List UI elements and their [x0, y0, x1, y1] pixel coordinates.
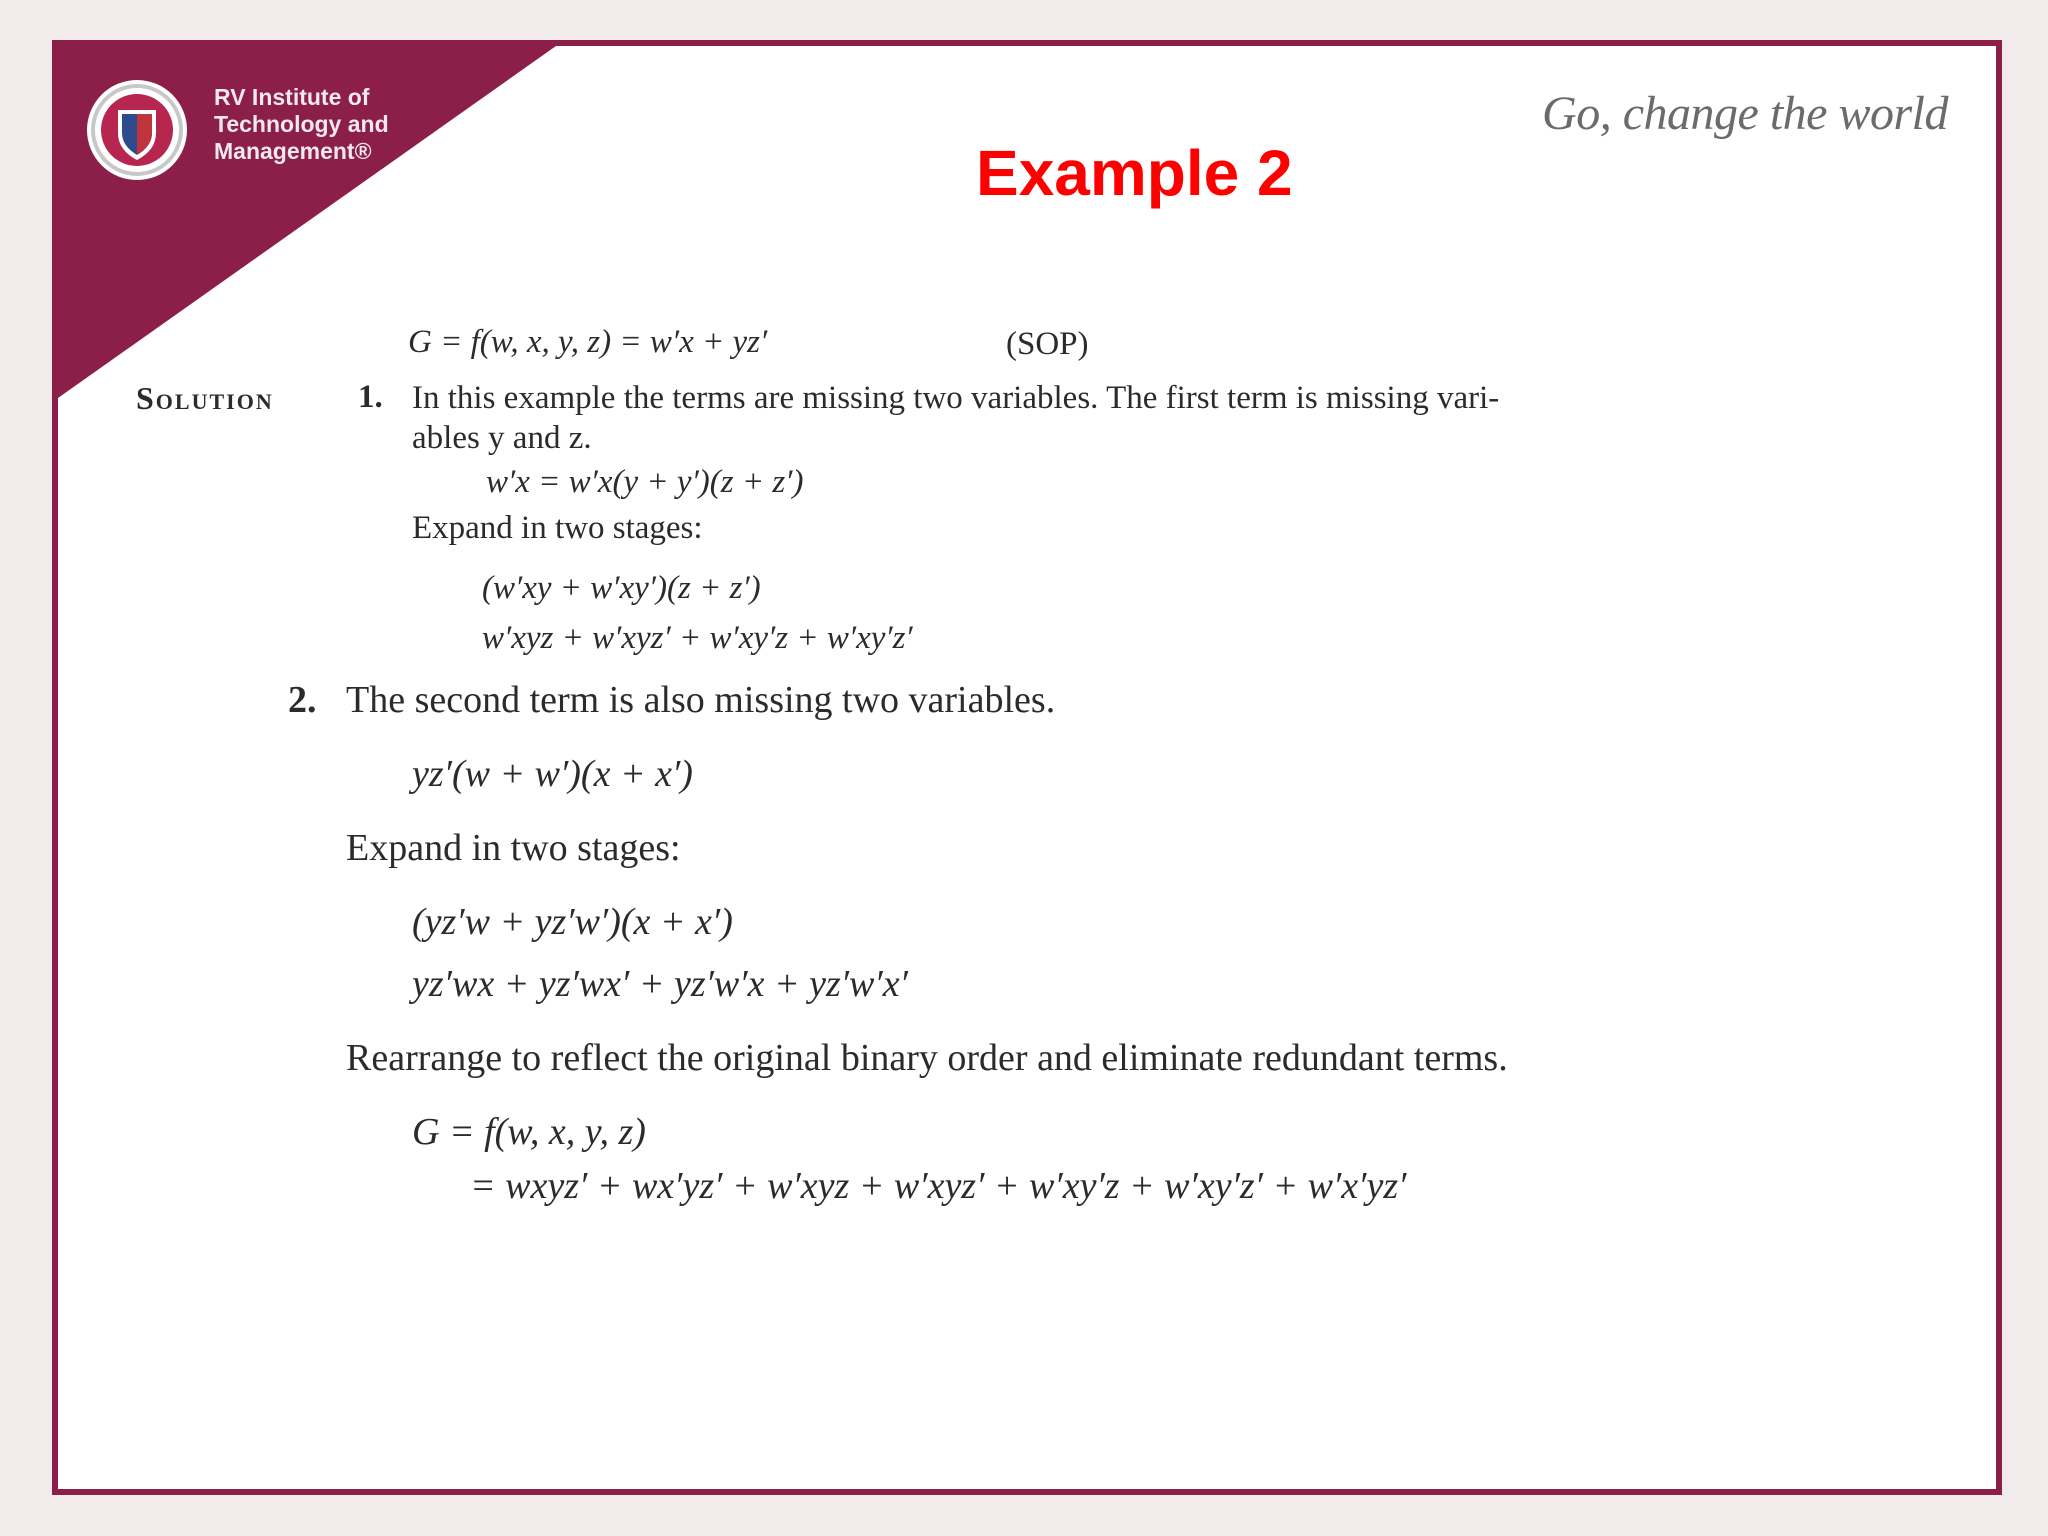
step1-text-line2: ables y and z.: [412, 420, 592, 456]
step2-stage1: (yz′w + yz′w′)(x + x′): [412, 901, 733, 943]
slide-title: Example 2: [976, 137, 1293, 209]
step1-expand-label: Expand in two stages:: [412, 510, 703, 546]
step1-stage1: (w′xy + w′xy′)(z + z′): [482, 570, 761, 606]
result-line1: G = f(w, x, y, z): [412, 1111, 646, 1153]
step2-expansion: yz′(w + w′)(x + x′): [412, 753, 693, 795]
institute-name: [214, 84, 389, 165]
solution-label: Solution: [136, 380, 274, 416]
slide: [52, 40, 2002, 1495]
step2-number: 2.: [288, 679, 317, 721]
institute-logo: [85, 78, 189, 182]
step1-number: 1.: [358, 379, 383, 415]
institute-name-line: Technology and: [214, 111, 389, 137]
problem-form: (SOP): [1006, 326, 1089, 362]
result-line2: = wxyz′ + wx′yz′ + w′xyz + w′xyz′ + w′xy′z + w′xy′z′ + w′x′yz′: [470, 1165, 1407, 1207]
step1-expansion: w′x = w′x(y + y′)(z + z′): [486, 464, 804, 500]
step2-expand-label: Expand in two stages:: [346, 827, 681, 869]
step1-text-line1: In this example the terms are missing two variables. The first term is missing vari-: [412, 380, 1500, 416]
problem-equation: G = f(w, x, y, z) = w′x + yz′: [408, 324, 768, 360]
tagline: Go, change the world: [1542, 87, 1948, 140]
step2-stage2: yz′wx + yz′wx′ + yz′w′x + yz′w′x′: [412, 963, 908, 1005]
step1-stage2: w′xyz + w′xyz′ + w′xy′z + w′xy′z′: [482, 620, 913, 656]
step2-rearrange: Rearrange to reflect the original binary order and eliminate redundant terms.: [346, 1037, 1508, 1079]
institute-name-line: Management®: [214, 138, 372, 164]
step2-text: The second term is also missing two variables.: [346, 679, 1056, 721]
institute-name-line: RV Institute of: [214, 84, 370, 110]
